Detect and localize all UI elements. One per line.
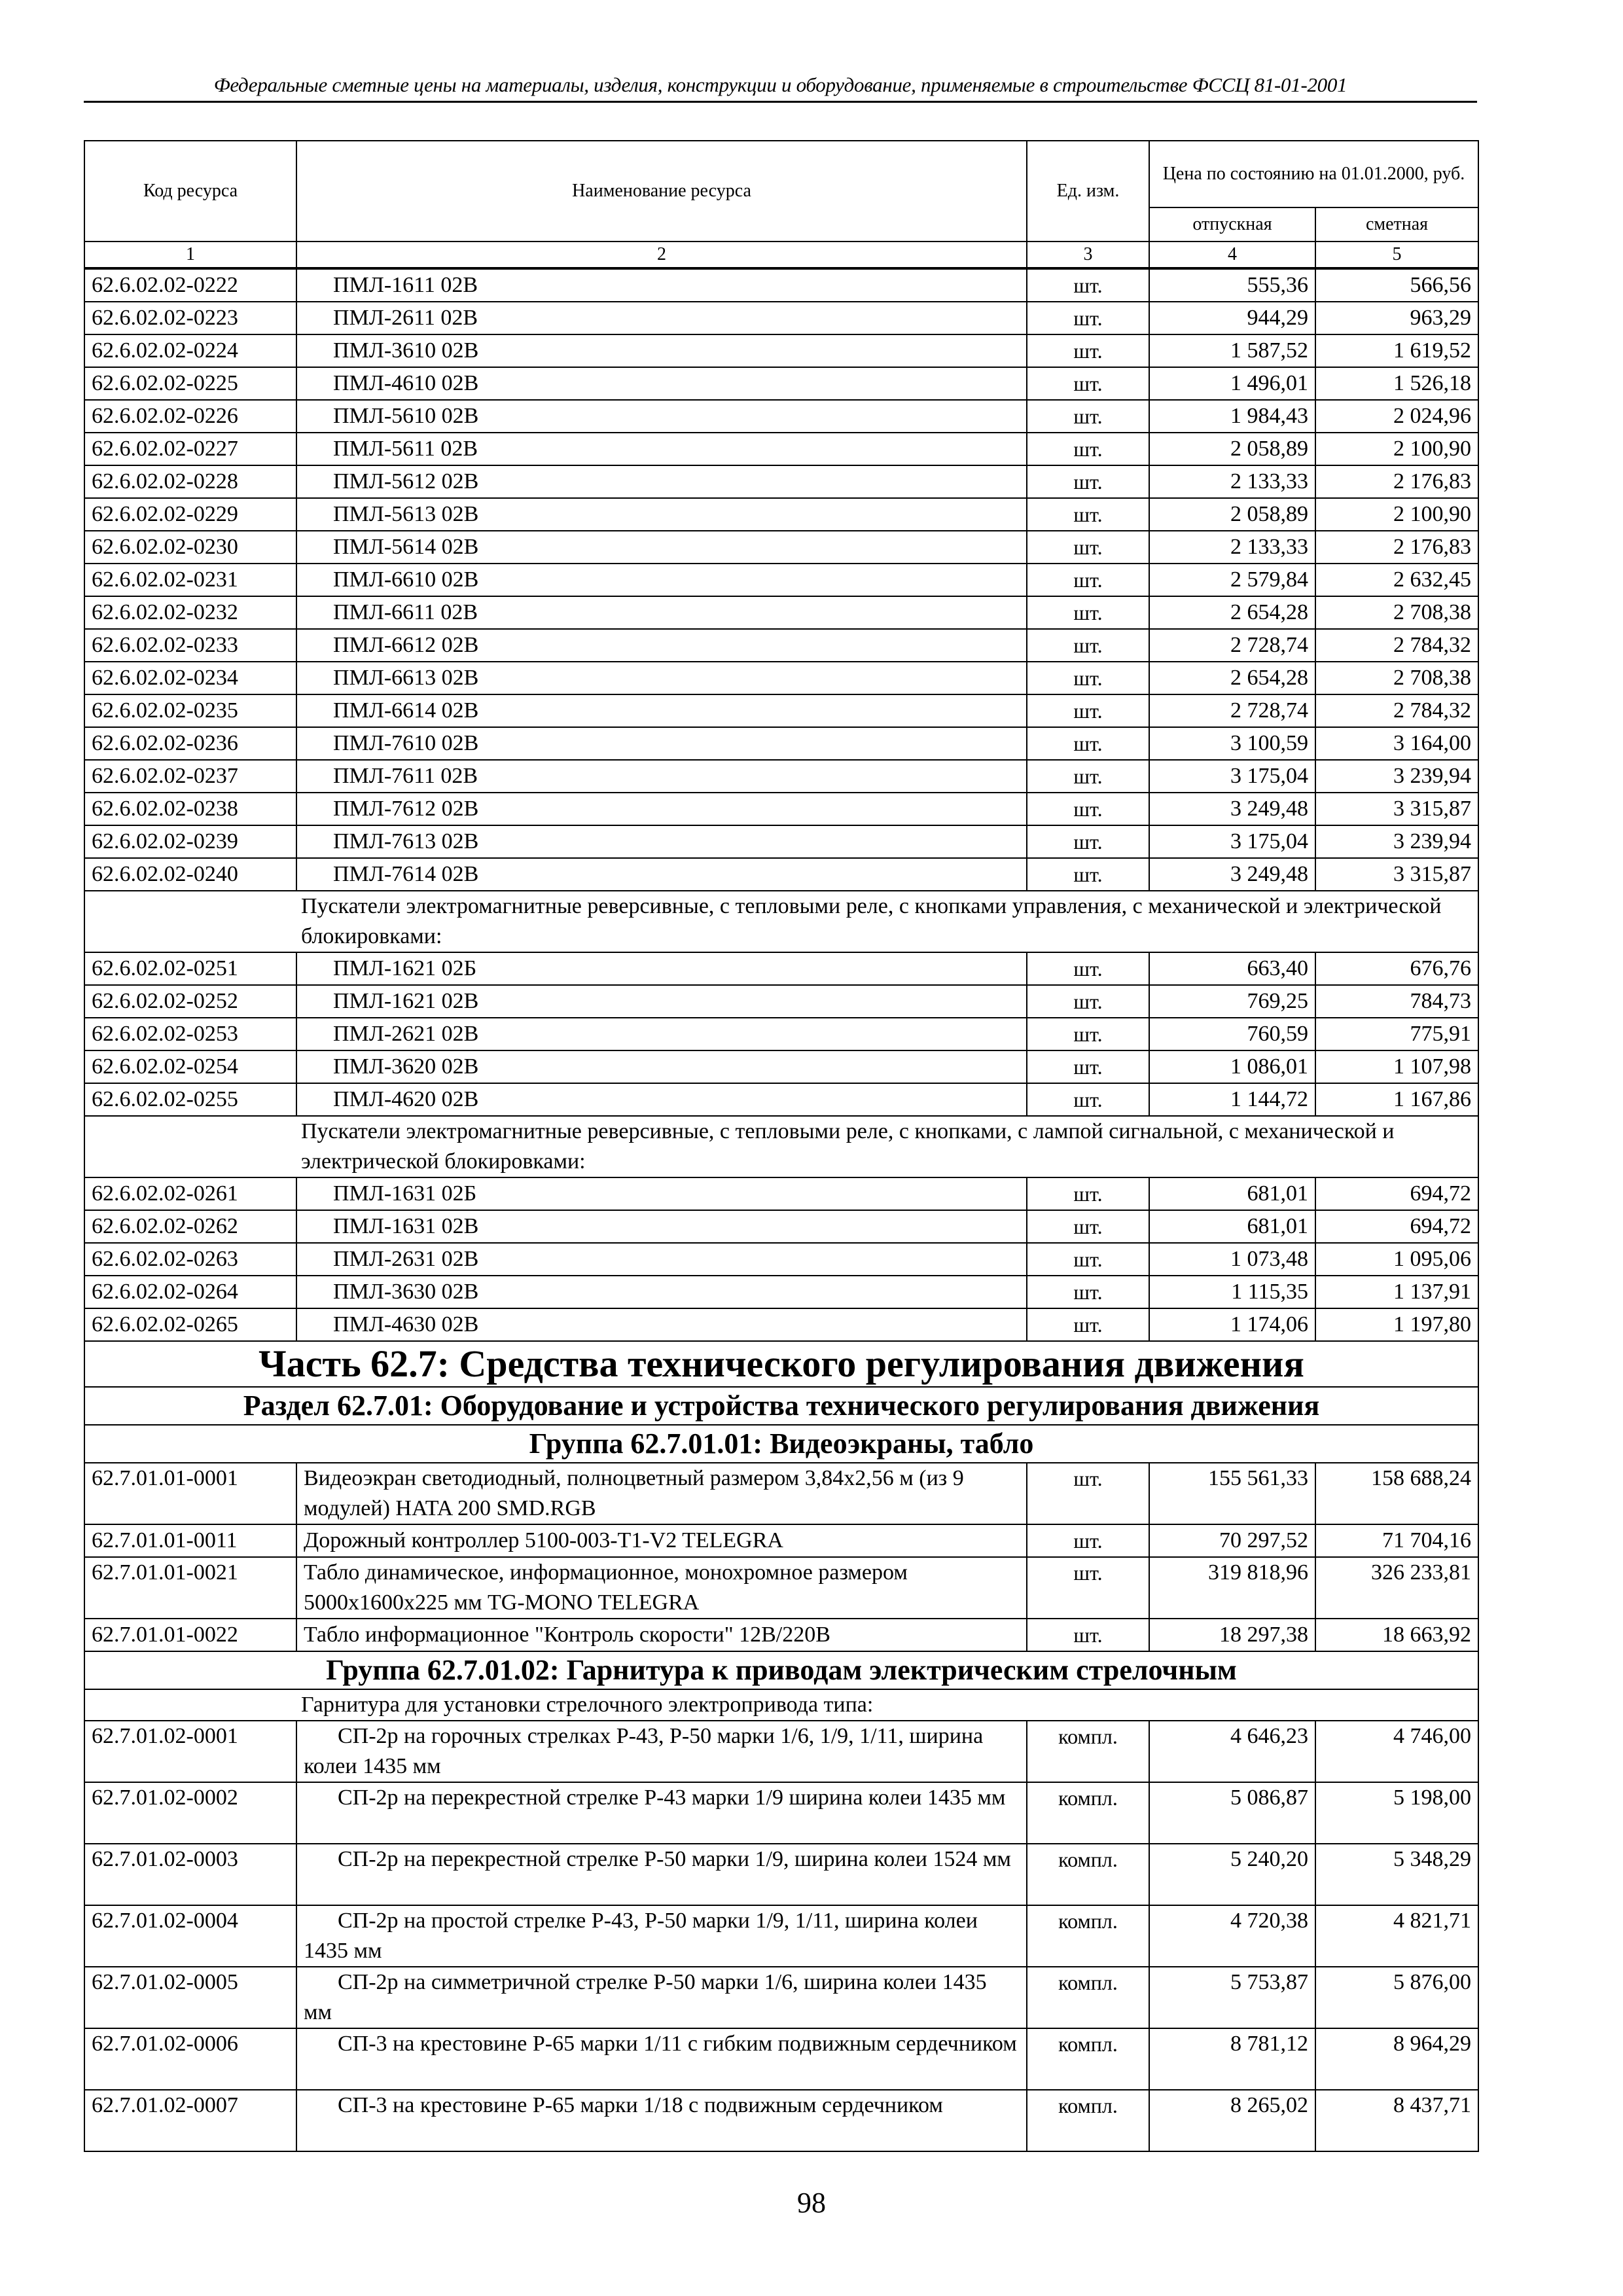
estimate-price: 566,56	[1315, 268, 1478, 302]
release-price: 319 818,96	[1149, 1557, 1315, 1619]
release-price: 3 175,04	[1149, 825, 1315, 858]
resource-code: 62.7.01.01-0011	[84, 1524, 296, 1557]
table-row	[84, 1905, 1478, 1967]
release-price: 8 781,12	[1149, 2028, 1315, 2090]
resource-name: ПМЛ-3630 02В	[296, 1276, 1027, 1308]
col-number: 5	[1315, 242, 1478, 268]
unit: шт.	[1027, 952, 1149, 985]
release-price: 4 720,38	[1149, 1905, 1315, 1967]
release-price: 155 561,33	[1149, 1463, 1315, 1524]
estimate-price: 2 176,83	[1315, 465, 1478, 498]
resource-code: 62.6.02.02-0236	[84, 727, 296, 760]
estimate-price: 2 708,38	[1315, 596, 1478, 629]
resource-name: ПМЛ-3620 02В	[296, 1050, 1027, 1083]
resource-code: 62.6.02.02-0240	[84, 858, 296, 891]
resource-name: ПМЛ-7614 02В	[296, 858, 1027, 891]
col-header-name: Наименование ресурса	[296, 141, 1027, 242]
table-row	[84, 268, 1478, 302]
part-heading-row	[84, 1341, 1478, 1387]
table-row	[84, 1619, 1478, 1651]
col-header-unit: Ед. изм.	[1027, 141, 1149, 242]
release-price: 8 265,02	[1149, 2090, 1315, 2151]
release-price: 760,59	[1149, 1018, 1315, 1050]
unit: шт.	[1027, 1018, 1149, 1050]
col-number: 2	[296, 242, 1027, 268]
release-price: 1 984,43	[1149, 400, 1315, 433]
estimate-price: 676,76	[1315, 952, 1478, 985]
resource-code: 62.6.02.02-0226	[84, 400, 296, 433]
estimate-price: 3 239,94	[1315, 825, 1478, 858]
release-price: 70 297,52	[1149, 1524, 1315, 1557]
table-row	[84, 2028, 1478, 2090]
unit: шт.	[1027, 760, 1149, 793]
resource-code: 62.7.01.02-0006	[84, 2028, 296, 2090]
estimate-price: 3 164,00	[1315, 727, 1478, 760]
resource-code: 62.6.02.02-0224	[84, 334, 296, 367]
table-row	[84, 1721, 1478, 1782]
resource-code: 62.6.02.02-0235	[84, 694, 296, 727]
estimate-price: 3 315,87	[1315, 858, 1478, 891]
estimate-price: 326 233,81	[1315, 1557, 1478, 1619]
resource-name: ПМЛ-1621 02Б	[296, 952, 1027, 985]
resource-code: 62.7.01.01-0001	[84, 1463, 296, 1524]
price-table	[84, 140, 1479, 2152]
resource-code: 62.7.01.02-0004	[84, 1905, 296, 1967]
category-note: Гарнитура для установки стрелочного электропривода типа:	[84, 1689, 1478, 1721]
estimate-price: 4 821,71	[1315, 1905, 1478, 1967]
estimate-price: 2 632,45	[1315, 564, 1478, 596]
unit: шт.	[1027, 1557, 1149, 1619]
release-price: 1 587,52	[1149, 334, 1315, 367]
unit: компл.	[1027, 1782, 1149, 1844]
col-number: 3	[1027, 242, 1149, 268]
unit: шт.	[1027, 302, 1149, 334]
category-note-row	[84, 891, 1478, 952]
release-price: 1 086,01	[1149, 1050, 1315, 1083]
running-header: Федеральные сметные цены на материалы, изделия, конструкции и оборудование, применяемые в строительстве ФССЦ 81-01-2001	[84, 73, 1477, 103]
resource-code: 62.6.02.02-0265	[84, 1308, 296, 1341]
table-row	[84, 400, 1478, 433]
release-price: 5 240,20	[1149, 1844, 1315, 1905]
table-row	[84, 498, 1478, 531]
table-row	[84, 694, 1478, 727]
release-price: 681,01	[1149, 1177, 1315, 1210]
table-row	[84, 367, 1478, 400]
estimate-price: 1 095,06	[1315, 1243, 1478, 1276]
unit: шт.	[1027, 564, 1149, 596]
table-row	[84, 1524, 1478, 1557]
release-price: 2 133,33	[1149, 465, 1315, 498]
estimate-price: 8 437,71	[1315, 2090, 1478, 2151]
resource-code: 62.6.02.02-0239	[84, 825, 296, 858]
release-price: 944,29	[1149, 302, 1315, 334]
unit: шт.	[1027, 465, 1149, 498]
section-heading: Раздел 62.7.01: Оборудование и устройства технического регулирования движения	[84, 1387, 1478, 1425]
category-note-row	[84, 1689, 1478, 1721]
table-row	[84, 1210, 1478, 1243]
category-note: Пускатели электромагнитные реверсивные, с тепловыми реле, с кнопками, с лампой сигнальной, с механической и электрической блокировками:	[84, 1116, 1478, 1177]
unit: шт.	[1027, 858, 1149, 891]
estimate-price: 5 876,00	[1315, 1967, 1478, 2028]
unit: шт.	[1027, 367, 1149, 400]
release-price: 1 496,01	[1149, 367, 1315, 400]
resource-code: 62.6.02.02-0230	[84, 531, 296, 564]
resource-name: ПМЛ-7612 02В	[296, 793, 1027, 825]
unit: шт.	[1027, 1524, 1149, 1557]
table-row	[84, 662, 1478, 694]
estimate-price: 18 663,92	[1315, 1619, 1478, 1651]
release-price: 2 654,28	[1149, 596, 1315, 629]
category-note: Пускатели электромагнитные реверсивные, с тепловыми реле, с кнопками управления, с механической и электрической блокировками:	[84, 891, 1478, 952]
resource-name: ПМЛ-1631 02В	[296, 1210, 1027, 1243]
resource-code: 62.6.02.02-0232	[84, 596, 296, 629]
table-row	[84, 1083, 1478, 1116]
table-row	[84, 858, 1478, 891]
unit: шт.	[1027, 793, 1149, 825]
resource-name: Табло динамическое, информационное, монохромное размером 5000x1600x225 мм TG-MONO TELEGRA	[296, 1557, 1027, 1619]
resource-code: 62.7.01.02-0005	[84, 1967, 296, 2028]
resource-name: ПМЛ-4630 02В	[296, 1308, 1027, 1341]
resource-code: 62.7.01.02-0007	[84, 2090, 296, 2151]
resource-name: ПМЛ-5614 02В	[296, 531, 1027, 564]
resource-code: 62.6.02.02-0238	[84, 793, 296, 825]
release-price: 18 297,38	[1149, 1619, 1315, 1651]
release-price: 2 133,33	[1149, 531, 1315, 564]
table-row	[84, 1967, 1478, 2028]
release-price: 2 058,89	[1149, 498, 1315, 531]
resource-name: СП-2р на перекрестной стрелке Р-43 марки 1/9 ширина колеи 1435 мм	[296, 1782, 1027, 1844]
resource-name: ПМЛ-2611 02В	[296, 302, 1027, 334]
estimate-price: 3 315,87	[1315, 793, 1478, 825]
table-row	[84, 564, 1478, 596]
release-price: 2 728,74	[1149, 629, 1315, 662]
unit: шт.	[1027, 629, 1149, 662]
estimate-price: 5 198,00	[1315, 1782, 1478, 1844]
release-price: 4 646,23	[1149, 1721, 1315, 1782]
resource-name: ПМЛ-5613 02В	[296, 498, 1027, 531]
estimate-price: 5 348,29	[1315, 1844, 1478, 1905]
resource-name: СП-2р на симметричной стрелке Р-50 марки 1/6, ширина колеи 1435 мм	[296, 1967, 1027, 2028]
estimate-price: 2 100,90	[1315, 433, 1478, 465]
resource-code: 62.7.01.02-0001	[84, 1721, 296, 1782]
estimate-price: 3 239,94	[1315, 760, 1478, 793]
resource-code: 62.6.02.02-0227	[84, 433, 296, 465]
resource-code: 62.7.01.02-0002	[84, 1782, 296, 1844]
resource-name: ПМЛ-1631 02Б	[296, 1177, 1027, 1210]
table-row	[84, 825, 1478, 858]
resource-name: ПМЛ-4620 02В	[296, 1083, 1027, 1116]
resource-code: 62.6.02.02-0225	[84, 367, 296, 400]
resource-name: ПМЛ-4610 02В	[296, 367, 1027, 400]
table-row	[84, 952, 1478, 985]
estimate-price: 2 100,90	[1315, 498, 1478, 531]
resource-code: 62.6.02.02-0229	[84, 498, 296, 531]
unit: шт.	[1027, 1276, 1149, 1308]
resource-code: 62.6.02.02-0264	[84, 1276, 296, 1308]
unit: шт.	[1027, 596, 1149, 629]
resource-code: 62.7.01.01-0021	[84, 1557, 296, 1619]
resource-name: ПМЛ-6612 02В	[296, 629, 1027, 662]
estimate-price: 775,91	[1315, 1018, 1478, 1050]
table-row	[84, 1557, 1478, 1619]
category-note-row	[84, 1116, 1478, 1177]
resource-name: ПМЛ-3610 02В	[296, 334, 1027, 367]
col-header-release-price: отпускная	[1149, 207, 1315, 242]
unit: шт.	[1027, 268, 1149, 302]
estimate-price: 2 784,32	[1315, 694, 1478, 727]
unit: шт.	[1027, 1463, 1149, 1524]
unit: компл.	[1027, 1721, 1149, 1782]
resource-code: 62.6.02.02-0223	[84, 302, 296, 334]
table-row	[84, 1050, 1478, 1083]
resource-name: СП-2р на перекрестной стрелке Р-50 марки 1/9, ширина колеи 1524 мм	[296, 1844, 1027, 1905]
estimate-price: 158 688,24	[1315, 1463, 1478, 1524]
unit: шт.	[1027, 1243, 1149, 1276]
section-heading-row	[84, 1425, 1478, 1463]
release-price: 555,36	[1149, 268, 1315, 302]
resource-code: 62.6.02.02-0255	[84, 1083, 296, 1116]
resource-name: СП-3 на крестовине Р-65 марки 1/11 с гибким подвижным сердечником	[296, 2028, 1027, 2090]
section-heading-row	[84, 1651, 1478, 1689]
resource-code: 62.6.02.02-0254	[84, 1050, 296, 1083]
resource-code: 62.6.02.02-0228	[84, 465, 296, 498]
estimate-price: 71 704,16	[1315, 1524, 1478, 1557]
table-row	[84, 334, 1478, 367]
unit: шт.	[1027, 400, 1149, 433]
resource-name: ПМЛ-7613 02В	[296, 825, 1027, 858]
table-row	[84, 433, 1478, 465]
table-row	[84, 2090, 1478, 2151]
section-heading: Группа 62.7.01.02: Гарнитура к приводам электрическим стрелочным	[84, 1651, 1478, 1689]
resource-name: ПМЛ-5611 02В	[296, 433, 1027, 465]
table-row	[84, 596, 1478, 629]
unit: шт.	[1027, 1210, 1149, 1243]
unit: компл.	[1027, 2028, 1149, 2090]
release-price: 663,40	[1149, 952, 1315, 985]
resource-name: ПМЛ-5612 02В	[296, 465, 1027, 498]
resource-code: 62.6.02.02-0252	[84, 985, 296, 1018]
unit: шт.	[1027, 433, 1149, 465]
release-price: 2 058,89	[1149, 433, 1315, 465]
resource-code: 62.6.02.02-0233	[84, 629, 296, 662]
table-row	[84, 1276, 1478, 1308]
resource-code: 62.6.02.02-0261	[84, 1177, 296, 1210]
table-row	[84, 985, 1478, 1018]
section-heading-row	[84, 1387, 1478, 1425]
release-price: 5 753,87	[1149, 1967, 1315, 2028]
table-row	[84, 629, 1478, 662]
release-price: 2 579,84	[1149, 564, 1315, 596]
resource-code: 62.6.02.02-0237	[84, 760, 296, 793]
unit: шт.	[1027, 1619, 1149, 1651]
unit: шт.	[1027, 498, 1149, 531]
page-number: 98	[797, 2187, 826, 2219]
estimate-price: 694,72	[1315, 1210, 1478, 1243]
unit: шт.	[1027, 662, 1149, 694]
unit: шт.	[1027, 1177, 1149, 1210]
table-row	[84, 793, 1478, 825]
col-number: 1	[84, 242, 296, 268]
unit: компл.	[1027, 1967, 1149, 2028]
resource-name: ПМЛ-2621 02В	[296, 1018, 1027, 1050]
unit: шт.	[1027, 1050, 1149, 1083]
release-price: 1 174,06	[1149, 1308, 1315, 1341]
resource-name: ПМЛ-7610 02В	[296, 727, 1027, 760]
unit: шт.	[1027, 531, 1149, 564]
estimate-price: 1 526,18	[1315, 367, 1478, 400]
estimate-price: 2 176,83	[1315, 531, 1478, 564]
unit: шт.	[1027, 727, 1149, 760]
unit: компл.	[1027, 1905, 1149, 1967]
section-heading: Группа 62.7.01.01: Видеоэкраны, табло	[84, 1425, 1478, 1463]
unit: шт.	[1027, 334, 1149, 367]
estimate-price: 1 197,80	[1315, 1308, 1478, 1341]
col-header-code: Код ресурса	[84, 141, 296, 242]
estimate-price: 8 964,29	[1315, 2028, 1478, 2090]
resource-name: Дорожный контроллер 5100-003-T1-V2 TELEGRA	[296, 1524, 1027, 1557]
estimate-price: 963,29	[1315, 302, 1478, 334]
estimate-price: 1 619,52	[1315, 334, 1478, 367]
resource-code: 62.6.02.02-0222	[84, 268, 296, 302]
resource-name: ПМЛ-6614 02В	[296, 694, 1027, 727]
release-price: 3 249,48	[1149, 858, 1315, 891]
resource-name: ПМЛ-2631 02В	[296, 1243, 1027, 1276]
resource-code: 62.6.02.02-0251	[84, 952, 296, 985]
estimate-price: 694,72	[1315, 1177, 1478, 1210]
col-number: 4	[1149, 242, 1315, 268]
table-row	[84, 760, 1478, 793]
resource-name: СП-2р на простой стрелке Р-43, Р-50 марки 1/9, 1/11, ширина колеи 1435 мм	[296, 1905, 1027, 1967]
table-row	[84, 1308, 1478, 1341]
table-row	[84, 1463, 1478, 1524]
table-row	[84, 465, 1478, 498]
resource-code: 62.6.02.02-0262	[84, 1210, 296, 1243]
unit: шт.	[1027, 694, 1149, 727]
resource-code: 62.6.02.02-0253	[84, 1018, 296, 1050]
release-price: 3 175,04	[1149, 760, 1315, 793]
unit: компл.	[1027, 2090, 1149, 2151]
resource-name: Видеоэкран светодиодный, полноцветный размером 3,84x2,56 м (из 9 модулей) HATA 200 SMD.RGB	[296, 1463, 1027, 1524]
release-price: 5 086,87	[1149, 1782, 1315, 1844]
resource-code: 62.7.01.01-0022	[84, 1619, 296, 1651]
estimate-price: 2 708,38	[1315, 662, 1478, 694]
unit: шт.	[1027, 985, 1149, 1018]
resource-name: Табло информационное "Контроль скорости" 12В/220В	[296, 1619, 1027, 1651]
resource-code: 62.7.01.02-0003	[84, 1844, 296, 1905]
release-price: 681,01	[1149, 1210, 1315, 1243]
estimate-price: 784,73	[1315, 985, 1478, 1018]
release-price: 1 073,48	[1149, 1243, 1315, 1276]
resource-name: ПМЛ-6613 02В	[296, 662, 1027, 694]
release-price: 1 115,35	[1149, 1276, 1315, 1308]
table-row	[84, 302, 1478, 334]
estimate-price: 1 167,86	[1315, 1083, 1478, 1116]
release-price: 769,25	[1149, 985, 1315, 1018]
resource-name: ПМЛ-6611 02В	[296, 596, 1027, 629]
table-row	[84, 1844, 1478, 1905]
estimate-price: 1 107,98	[1315, 1050, 1478, 1083]
table-row	[84, 531, 1478, 564]
resource-code: 62.6.02.02-0234	[84, 662, 296, 694]
release-price: 2 654,28	[1149, 662, 1315, 694]
unit: шт.	[1027, 1083, 1149, 1116]
unit: шт.	[1027, 825, 1149, 858]
resource-name: СП-2р на горочных стрелках Р-43, Р-50 марки 1/6, 1/9, 1/11, ширина колеи 1435 мм	[296, 1721, 1027, 1782]
resource-code: 62.6.02.02-0263	[84, 1243, 296, 1276]
table-row	[84, 1782, 1478, 1844]
resource-name: ПМЛ-5610 02В	[296, 400, 1027, 433]
col-header-estimate-price: сметная	[1315, 207, 1478, 242]
resource-name: ПМЛ-6610 02В	[296, 564, 1027, 596]
resource-name: ПМЛ-1611 02В	[296, 268, 1027, 302]
part-heading: Часть 62.7: Средства технического регулирования движения	[84, 1341, 1478, 1387]
release-price: 3 100,59	[1149, 727, 1315, 760]
estimate-price: 1 137,91	[1315, 1276, 1478, 1308]
unit: компл.	[1027, 1844, 1149, 1905]
resource-name: СП-3 на крестовине Р-65 марки 1/18 с подвижным сердечником	[296, 2090, 1027, 2151]
release-price: 1 144,72	[1149, 1083, 1315, 1116]
col-header-price: Цена по состоянию на 01.01.2000, руб.	[1149, 141, 1478, 207]
release-price: 2 728,74	[1149, 694, 1315, 727]
resource-code: 62.6.02.02-0231	[84, 564, 296, 596]
resource-name: ПМЛ-7611 02В	[296, 760, 1027, 793]
release-price: 3 249,48	[1149, 793, 1315, 825]
table-row	[84, 1243, 1478, 1276]
unit: шт.	[1027, 1308, 1149, 1341]
table-row	[84, 1177, 1478, 1210]
table-row	[84, 1018, 1478, 1050]
estimate-price: 4 746,00	[1315, 1721, 1478, 1782]
resource-name: ПМЛ-1621 02В	[296, 985, 1027, 1018]
estimate-price: 2 784,32	[1315, 629, 1478, 662]
estimate-price: 2 024,96	[1315, 400, 1478, 433]
table-row	[84, 727, 1478, 760]
